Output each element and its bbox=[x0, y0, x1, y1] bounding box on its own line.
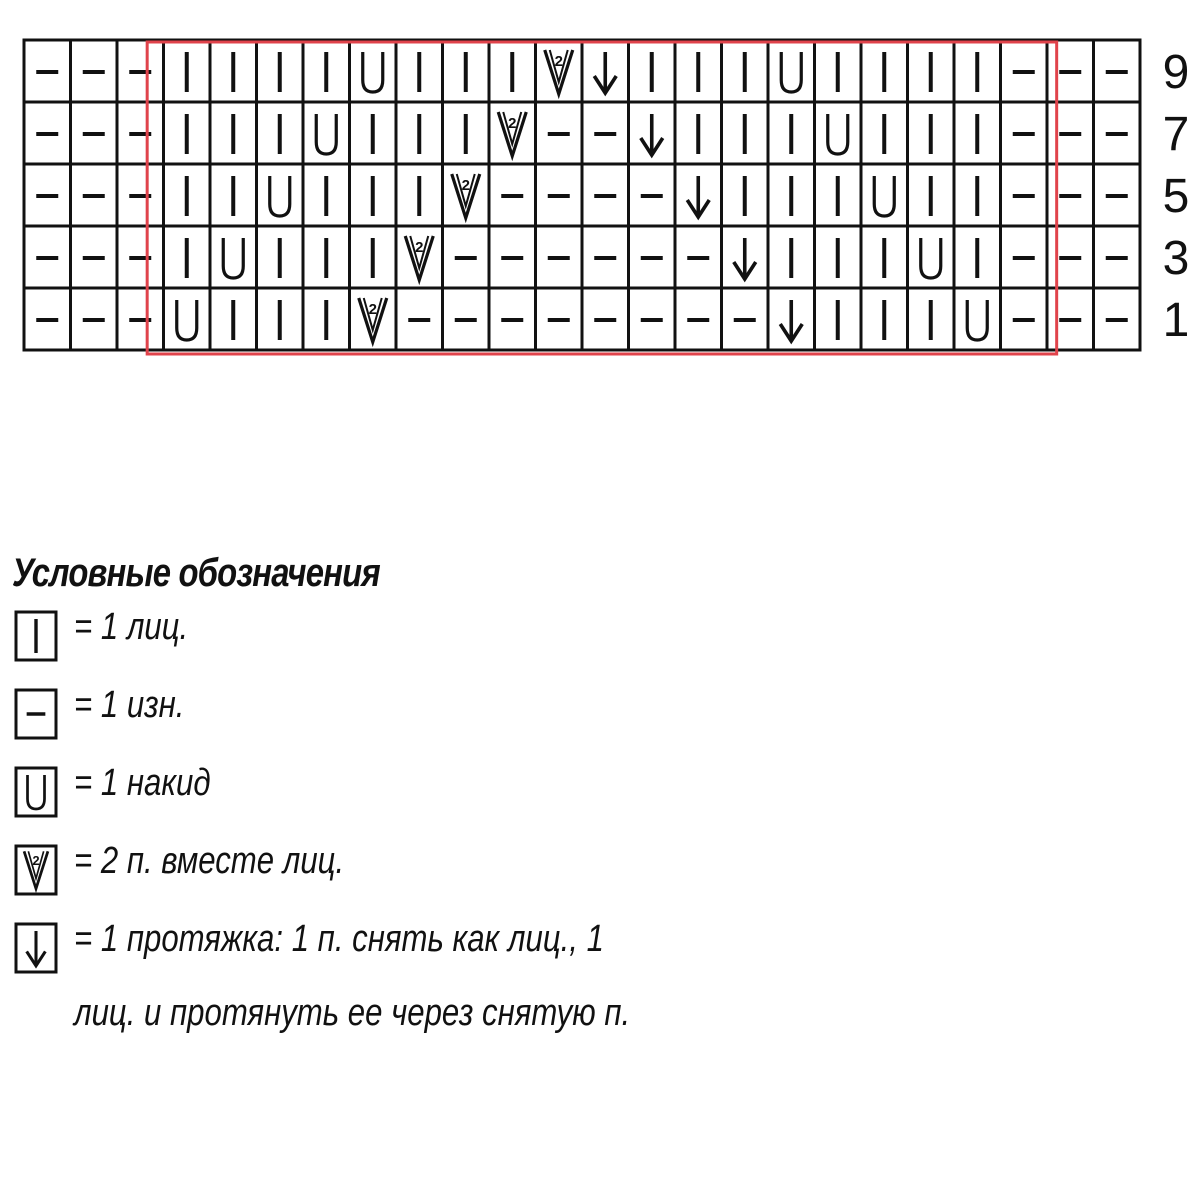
yarn-over-icon bbox=[12, 766, 62, 818]
knit-two-together-icon bbox=[498, 112, 526, 156]
knit-two-together-icon bbox=[359, 298, 387, 342]
legend-text-k2tog: = 2 п. вместе лиц. bbox=[74, 840, 345, 882]
legend-title: Условные обозначения bbox=[12, 551, 380, 595]
slip-knit-pass-icon bbox=[594, 52, 616, 93]
legend-item-purl bbox=[12, 676, 1012, 754]
yarn-over-icon bbox=[316, 114, 336, 154]
knit-two-together-icon bbox=[12, 844, 62, 896]
row-label: 7 bbox=[1162, 108, 1190, 161]
legend-item-k2tog bbox=[12, 832, 1012, 910]
yarn-over-icon bbox=[874, 176, 894, 216]
row-label: 3 bbox=[1162, 232, 1190, 285]
legend-text-yarn-over: = 1 накид bbox=[74, 762, 211, 804]
yarn-over-icon bbox=[363, 52, 383, 92]
legend-text-knit: = 1 лиц. bbox=[74, 606, 189, 648]
svg-text:2: 2 bbox=[415, 239, 424, 256]
knit-two-together-icon bbox=[452, 174, 480, 218]
svg-text:2: 2 bbox=[554, 53, 563, 70]
knit-two-together-icon bbox=[405, 236, 433, 280]
yarn-over-icon bbox=[223, 238, 243, 278]
slip-knit-pass-icon bbox=[687, 176, 709, 217]
yarn-over-icon bbox=[781, 52, 801, 92]
purl-stitch-icon bbox=[12, 688, 62, 740]
row-label: 9 bbox=[1162, 46, 1190, 99]
svg-text:2: 2 bbox=[508, 115, 517, 132]
knit-stitch-icon bbox=[12, 610, 62, 662]
legend-item-knit bbox=[12, 598, 1012, 676]
yarn-over-icon bbox=[967, 300, 987, 340]
legend-text-slip-knit-pass: = 1 протяжка: 1 п. снять как лиц., 1 bbox=[74, 918, 604, 960]
slip-knit-pass-icon bbox=[12, 922, 62, 974]
yarn-over-icon bbox=[921, 238, 941, 278]
knitting-chart bbox=[0, 0, 1200, 380]
slip-knit-pass-icon bbox=[780, 300, 802, 341]
legend bbox=[12, 548, 1012, 1034]
legend-item-yarn-over bbox=[12, 754, 1012, 832]
svg-text:2: 2 bbox=[32, 852, 40, 868]
slip-knit-pass-icon bbox=[641, 114, 663, 155]
knit-two-together-icon bbox=[545, 50, 573, 94]
legend-text-purl: = 1 изн. bbox=[74, 684, 185, 726]
legend-item-slip-knit-pass bbox=[12, 910, 1012, 1034]
legend-text-slip-knit-pass-continued: лиц. и протянуть ее через снятую п. bbox=[74, 992, 631, 1034]
svg-text:2: 2 bbox=[368, 301, 377, 318]
row-label: 1 bbox=[1162, 294, 1190, 347]
svg-text:2: 2 bbox=[461, 177, 470, 194]
knitting-chart-grid bbox=[0, 0, 1200, 380]
yarn-over-icon bbox=[828, 114, 848, 154]
slip-knit-pass-icon bbox=[734, 238, 756, 279]
yarn-over-icon bbox=[270, 176, 290, 216]
row-label: 5 bbox=[1162, 170, 1190, 223]
yarn-over-icon bbox=[177, 300, 197, 340]
